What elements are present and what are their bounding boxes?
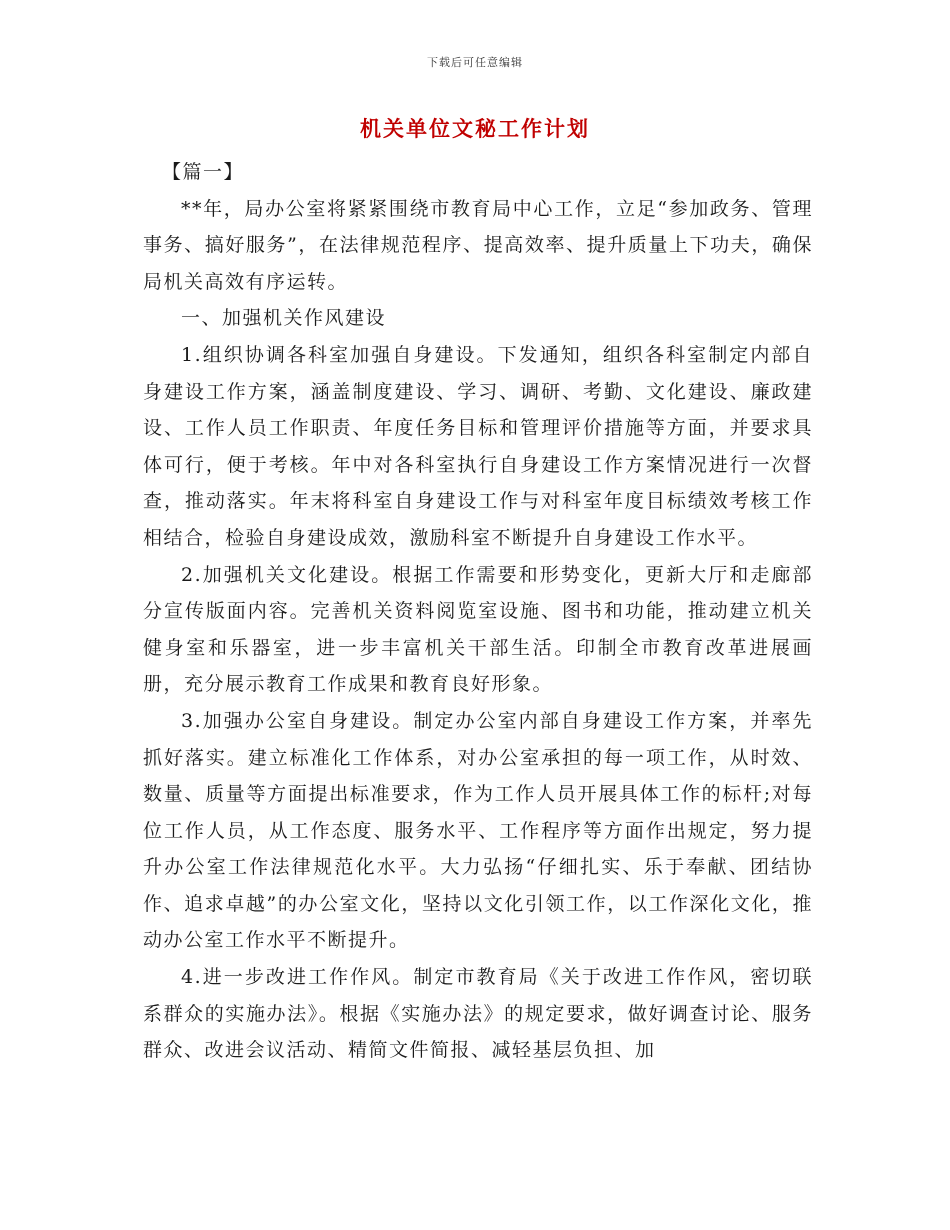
document-body	[143, 154, 813, 1069]
paragraph-intro: **年，局办公室将紧紧围绕市教育局中心工作，立足“参加政务、管理事务、搞好服务”，在法律规范程序、提高效率、提升质量上下功夫，确保局机关高效有序运转。	[143, 197, 813, 293]
header-note: 下载后可任意编辑	[427, 56, 523, 69]
section-label: 【篇一】	[162, 161, 245, 183]
paragraph-item-3: 3.加强办公室自身建设。制定办公室内部自身建设工作方案，并率先抓好落实。建立标准化工作体系，对办公室承担的每一项工作，从时效、数量、质量等方面提出标准要求，作为工作人员开展具体工作的标杆;对每位工作人员，从工作态度、服务水平、工作程序等方面作出规定，努力提升办公室工作法律规范化水平。大力弘扬“仔细扎实、乐于奉献、团结协作、追求卓越”的办公室文化，坚持以文化引领工作，以工作深化文化，推动办公室工作水平不断提升。	[143, 709, 813, 952]
paragraph-item-2: 2.加强机关文化建设。根据工作需要和形势变化，更新大厅和走廊部分宣传版面内容。完善机关资料阅览室设施、图书和功能，推动建立机关健身室和乐器室，进一步丰富机关干部生活。印制全市教育改革进展画册，充分展示教育工作成果和教育良好形象。	[143, 563, 813, 696]
paragraph-item-1: 1.组织协调各科室加强自身建设。下发通知，组织各科室制定内部自身建设工作方案，涵盖制度建设、学习、调研、考勤、文化建设、廉政建设、工作人员工作职责、年度任务目标和管理评价措施等方面，并要求具体可行，便于考核。年中对各科室执行自身建设工作方案情况进行一次督查，推动落实。年末将科室自身建设工作与对科室年度目标绩效考核工作相结合，检验自身建设成效，激励科室不断提升自身建设工作水平。	[143, 343, 813, 549]
document-title: 机关单位文秘工作计划	[360, 116, 590, 141]
paragraph-item-4: 4.进一步改进工作作风。制定市教育局《关于改进工作作风，密切联系群众的实施办法》。根据《实施办法》的规定要求，做好调查讨论、服务群众、改进会议活动、精简文件简报、减轻基层负担、加	[143, 966, 813, 1062]
paragraph-heading-1: 一、加强机关作风建设	[181, 307, 387, 330]
